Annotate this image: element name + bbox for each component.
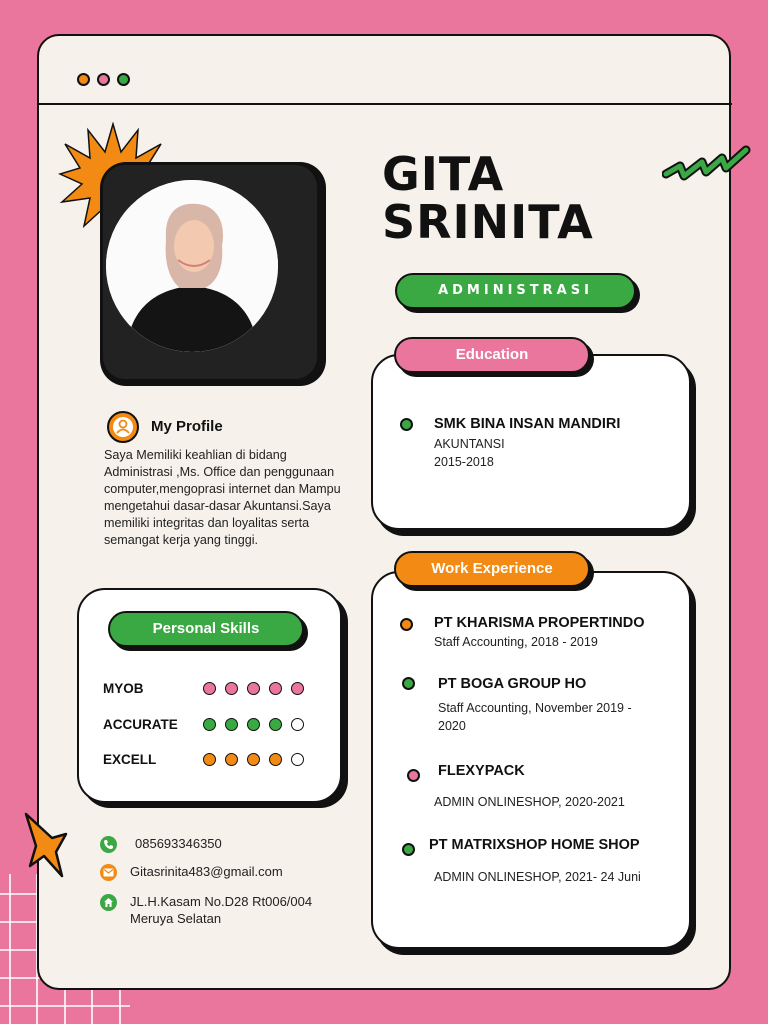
education-bullet — [400, 418, 413, 431]
phone-icon — [100, 836, 117, 853]
rating-dot-filled — [269, 682, 282, 695]
education-years: 2015-2018 — [434, 455, 494, 469]
window-dots — [77, 73, 130, 86]
work-description: Staff Accounting, 2018 - 2019 — [434, 635, 598, 649]
skill-rating-myob — [203, 682, 304, 695]
rating-dot-filled — [225, 682, 238, 695]
rating-dot-filled — [291, 682, 304, 695]
address-line-2: Meruya Selatan — [130, 911, 222, 926]
address-line-1: JL.H.Kasam No.D28 Rt006/004 — [130, 894, 313, 909]
education-heading: Education — [394, 337, 590, 373]
rating-dot-filled — [203, 753, 216, 766]
work-company: FLEXYPACK — [438, 763, 525, 779]
rating-dot-filled — [203, 718, 216, 731]
rating-dot-filled — [247, 682, 260, 695]
skill-rating-excell — [203, 753, 304, 766]
work-description-cont: 2020 — [438, 719, 466, 733]
contact-email: Gitasrinita483@gmail.com — [130, 864, 283, 879]
sparkle-decoration — [20, 812, 70, 878]
email-icon — [100, 864, 117, 881]
window-bar-divider — [39, 103, 732, 105]
user-icon — [106, 410, 140, 444]
window-dot-orange — [77, 73, 90, 86]
rating-dot-filled — [225, 753, 238, 766]
work-description: ADMIN ONLINESHOP, 2020-2021 — [434, 795, 625, 809]
home-icon — [100, 894, 117, 911]
skills-heading: Personal Skills — [108, 611, 304, 647]
skill-label-excell: EXCELL — [103, 752, 157, 767]
name-last: SRINITA — [382, 195, 594, 249]
profile-heading: My Profile — [151, 418, 223, 435]
work-bullet — [402, 677, 415, 690]
rating-dot-filled — [225, 718, 238, 731]
profile-description: Saya Memiliki keahlian di bidang Administrasi ,Ms. Office dan penggunaan computer,mengoprasi internet dan Mampu mengetahui dasar-dasar Akuntansi.Saya memiliki integritas dan loyalitas serta semangat kerja yang tinggi. — [104, 448, 341, 547]
skill-label-accurate: ACCURATE — [103, 717, 178, 732]
work-bullet — [400, 618, 413, 631]
work-bullet — [407, 769, 420, 782]
rating-dot-filled — [247, 718, 260, 731]
zigzag-decoration — [662, 140, 752, 190]
role-badge: ADMINISTRASI — [395, 273, 636, 309]
person-portrait-icon — [106, 180, 278, 352]
work-company: PT BOGA GROUP HO — [438, 676, 587, 692]
profile-photo — [106, 180, 278, 352]
name-first: GITA — [382, 147, 505, 201]
work-heading: Work Experience — [394, 551, 590, 587]
work-company: PT MATRIXSHOP HOME SHOP — [429, 837, 640, 853]
work-description: Staff Accounting, November 2019 - — [438, 701, 632, 715]
window-dot-pink — [97, 73, 110, 86]
rating-dot-empty — [291, 753, 304, 766]
window-dot-green — [117, 73, 130, 86]
education-box — [371, 354, 691, 530]
rating-dot-empty — [291, 718, 304, 731]
skill-label-myob: MYOB — [103, 681, 144, 696]
education-school: SMK BINA INSAN MANDIRI — [434, 416, 621, 432]
work-description: ADMIN ONLINESHOP, 2021- 24 Juni — [434, 870, 641, 884]
work-bullet — [402, 843, 415, 856]
rating-dot-filled — [269, 718, 282, 731]
education-major: AKUNTANSI — [434, 437, 505, 451]
work-company: PT KHARISMA PROPERTINDO — [434, 615, 645, 631]
rating-dot-filled — [203, 682, 216, 695]
rating-dot-filled — [247, 753, 260, 766]
contact-phone: 085693346350 — [135, 836, 222, 851]
skill-rating-accurate — [203, 718, 304, 731]
rating-dot-filled — [269, 753, 282, 766]
contact-address — [130, 893, 312, 927]
full-name — [382, 147, 594, 249]
